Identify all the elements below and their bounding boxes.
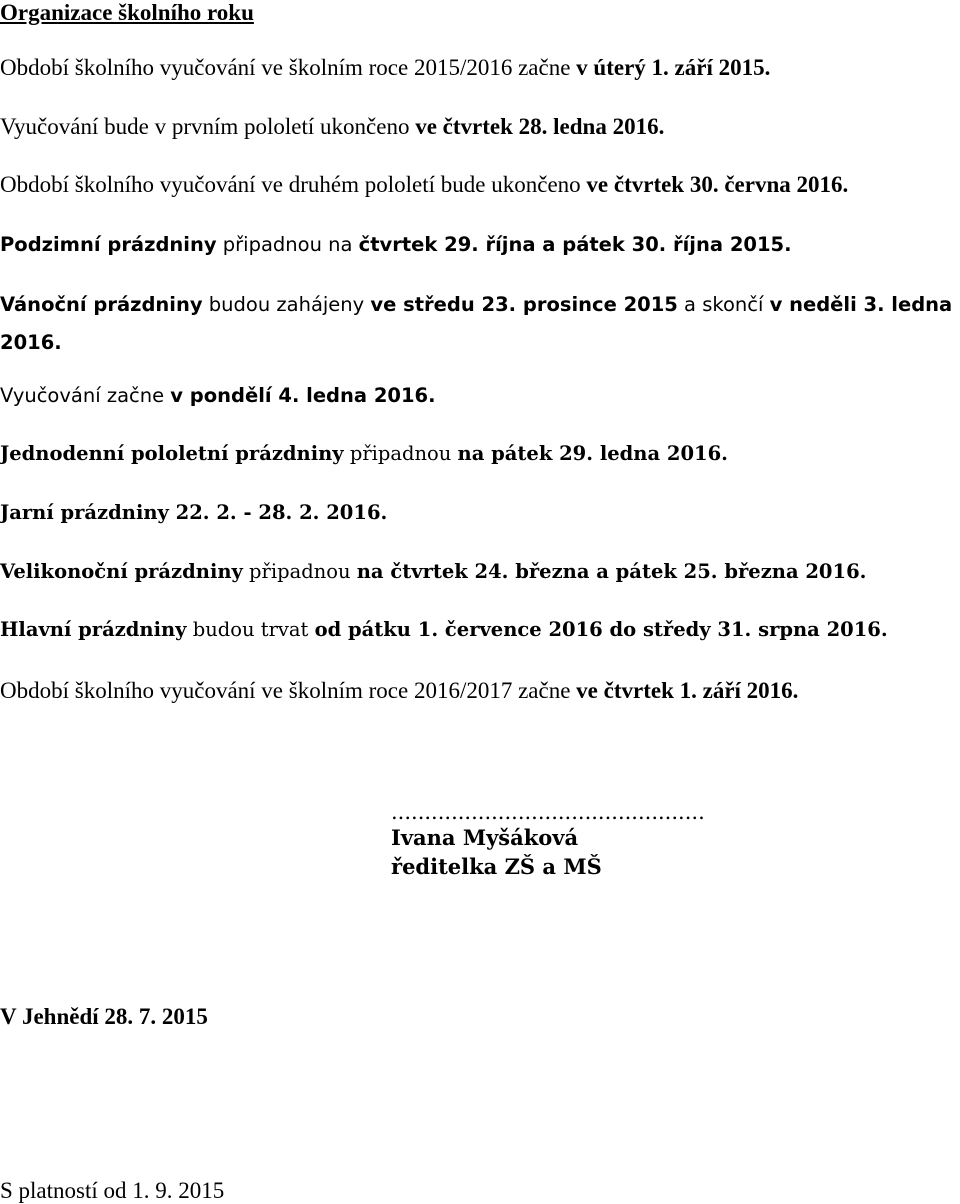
line-school-year-start (0, 55, 770, 81)
document-title: Organizace školního roku (0, 0, 254, 25)
text: připadnou na (216, 233, 359, 256)
date-start: v úterý 1. září 2015. (576, 55, 771, 80)
date-start: ve středu 23. prosince 2015 (370, 293, 678, 316)
date-first-semester-end: ve čtvrtek 28. ledna 2016. (415, 114, 665, 139)
text: Období školního vyučování ve školním roce 2016/2017 začne (0, 678, 577, 703)
place-date: V Jehnědí 28. 7. 2015 (0, 1004, 208, 1029)
dates: od pátku 1. července 2016 do středy 31. srpna 2016. (314, 618, 888, 641)
label: Jarní prázdniny 22. 2. - 28. 2. 2016. (0, 501, 388, 524)
line-second-semester-end (0, 172, 848, 198)
text: Období školního vyučování ve druhém pololetí bude ukončeno (0, 172, 587, 197)
line-autumn-holidays (0, 234, 792, 256)
text: připadnou (343, 442, 458, 465)
label: Jednodenní pololetní prázdniny (0, 442, 344, 465)
line-first-semester-end (0, 114, 664, 140)
signature-role: ředitelka ZŠ a MŠ (391, 854, 602, 879)
text: připadnou (242, 560, 357, 583)
signature-dots: ............................................... (391, 800, 705, 824)
line-summer-holidays (0, 619, 888, 641)
dates: na čtvrtek 24. března a pátek 25. března 2016. (356, 560, 867, 583)
date-end: v neděli 3. ledna 2016. (0, 293, 953, 354)
line-christmas-holidays (0, 286, 958, 362)
date: v pondělí 4. ledna 2016. (170, 384, 436, 407)
label: Podzimní prázdniny (0, 233, 217, 256)
validity-note: S platností od 1. 9. 2015 (0, 1178, 225, 1203)
line-spring-holidays (0, 502, 387, 524)
text: Vyučování bude v prvním pololetí ukončeno (0, 114, 416, 139)
text: a skončí (677, 293, 770, 316)
line-classes-resume (0, 385, 436, 407)
label: Vánoční prázdniny (0, 293, 203, 316)
dates: čtvrtek 29. října a pátek 30. října 2015. (358, 233, 792, 256)
text: Vyučování začne (0, 384, 171, 407)
line-semester-holiday (0, 443, 728, 465)
signature-name: Ivana Myšáková (391, 825, 579, 850)
date: na pátek 29. ledna 2016. (457, 442, 728, 465)
date: ve čtvrtek 1. září 2016. (576, 678, 799, 703)
date-second-semester-end: ve čtvrtek 30. června 2016. (586, 172, 849, 197)
text: budou trvat (186, 618, 315, 641)
label: Hlavní prázdniny (0, 618, 187, 641)
line-easter-holidays (0, 561, 866, 583)
line-next-school-year-start (0, 678, 798, 704)
text: Období školního vyučování ve školním roce 2015/2016 začne (0, 55, 577, 80)
label: Velikonoční prázdniny (0, 560, 243, 583)
text: budou zahájeny (202, 293, 371, 316)
